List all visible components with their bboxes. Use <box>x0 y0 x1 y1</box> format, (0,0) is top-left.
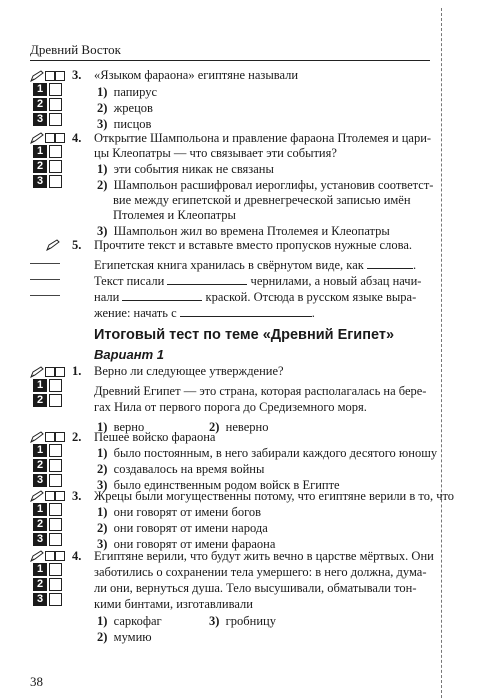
question-text: ли они, вернуться душа. Тело высушивали, обматывали тон- <box>94 581 417 595</box>
answer-option-3[interactable]: 3 <box>33 175 63 188</box>
answer-option-3[interactable]: 3 <box>33 533 63 546</box>
check-square[interactable] <box>55 432 65 442</box>
pencil-icon <box>30 550 44 562</box>
check-square[interactable] <box>55 551 65 561</box>
question-number: 3. <box>72 489 82 503</box>
answer-option-1[interactable]: 1 <box>33 83 63 96</box>
answer-option-1[interactable]: 1 <box>33 145 63 158</box>
answer-option-1[interactable]: 1 <box>33 503 63 516</box>
answer-option-2[interactable]: 2 <box>33 578 63 591</box>
answer-option-2[interactable]: 2 <box>33 459 63 472</box>
answer-cell[interactable] <box>49 503 62 516</box>
statement-text: гах Нила от первого порога до Средиземного моря. <box>94 400 367 414</box>
variant-label: Вариант 1 <box>94 347 164 362</box>
answer-cell[interactable] <box>49 145 62 158</box>
answer-option-3[interactable]: 3 <box>33 474 63 487</box>
option: 1) эти события никак не связаны <box>97 162 274 176</box>
blank-field[interactable] <box>367 256 413 269</box>
option: 1) папирус <box>97 85 158 99</box>
question-text: Жрецы были могущественны потому, что египтяне верили в то, что <box>94 489 455 503</box>
answer-cell[interactable] <box>49 593 62 606</box>
option: 3) писцов <box>97 117 152 131</box>
blank-field[interactable] <box>180 304 312 317</box>
answer-cell[interactable] <box>49 83 62 96</box>
question-number: 4. <box>72 131 82 145</box>
answer-cell[interactable] <box>49 175 62 188</box>
test-title: Итоговый тест по теме «Древний Египет» <box>94 327 395 343</box>
option: 3) гробницу <box>209 614 276 628</box>
pencil-icon <box>46 239 60 251</box>
option: 2) мумию <box>97 630 152 644</box>
answer-cell[interactable] <box>49 113 62 126</box>
question-text: Пешее войско фараона <box>94 430 216 444</box>
option: 2) они говорят от имени народа <box>97 521 268 535</box>
check-square[interactable] <box>45 133 55 143</box>
answer-cell[interactable] <box>49 459 62 472</box>
question-text: Египтяне верили, что будут жить вечно в царстве мёртвых. Они <box>94 549 434 563</box>
option: 2) неверно <box>209 420 269 434</box>
fill-text-line: нали краской. Отсюда в русском языке выра- <box>94 290 417 304</box>
answer-cell[interactable] <box>49 533 62 546</box>
check-square[interactable] <box>55 491 65 501</box>
answer-cell[interactable] <box>49 518 62 531</box>
question-text: цы Клеопатры — что связывает эти события? <box>94 146 337 160</box>
question-text: заботились о сохранении тела умершего: в него должна, дума- <box>94 565 427 579</box>
option: 1) саркофаг <box>97 614 162 628</box>
fill-text-line: жение: начать с . <box>94 306 315 320</box>
header-rule <box>30 60 430 61</box>
answer-cell[interactable] <box>49 563 62 576</box>
question-text: Прочтите текст и вставьте вместо пропусков нужные слова. <box>94 238 412 252</box>
answer-cell[interactable] <box>49 160 62 173</box>
check-square[interactable] <box>45 551 55 561</box>
answer-option-2[interactable]: 2 <box>33 394 63 407</box>
answer-cell[interactable] <box>49 394 62 407</box>
option: 3) они говорят от имени фараона <box>97 537 276 551</box>
section-header: Древний Восток <box>30 42 121 57</box>
check-square[interactable] <box>45 432 55 442</box>
option-continuation: вие между египетской и древнегреческой записью имён <box>113 193 411 207</box>
question-number: 5. <box>72 238 82 252</box>
answer-line[interactable] <box>30 295 60 296</box>
check-square[interactable] <box>55 133 65 143</box>
pencil-icon <box>30 490 44 502</box>
check-square[interactable] <box>55 367 65 377</box>
check-square[interactable] <box>45 71 55 81</box>
page-number: 38 <box>30 674 43 689</box>
question-text: Верно ли следующее утверждение? <box>94 364 284 378</box>
pencil-icon <box>30 132 44 144</box>
answer-line[interactable] <box>30 279 60 280</box>
answer-option-3[interactable]: 3 <box>33 593 63 606</box>
check-square[interactable] <box>45 491 55 501</box>
question-number: 2. <box>72 430 82 444</box>
blank-field[interactable] <box>167 272 247 285</box>
option: 1) было постоянным, в него забирали каждого десятого юношу <box>97 446 438 460</box>
pencil-icon <box>30 366 44 378</box>
pencil-icon <box>30 70 44 82</box>
answer-option-3[interactable]: 3 <box>33 113 63 126</box>
statement-text: Древний Египет — это страна, которая располагалась на бере- <box>94 384 427 398</box>
pencil-icon <box>30 431 44 443</box>
fill-text-line: Египетская книга хранилась в свёрнутом виде, как . <box>94 258 417 272</box>
option: 1) они говорят от имени богов <box>97 505 262 519</box>
answer-line[interactable] <box>30 263 60 264</box>
answer-cell[interactable] <box>49 474 62 487</box>
option: 2) жрецов <box>97 101 153 115</box>
question-text: кими бинтами, изготавливали <box>94 597 253 611</box>
question-number: 1. <box>72 364 82 378</box>
option: 3) было единственным родом войск в Египте <box>97 478 340 492</box>
check-square[interactable] <box>45 367 55 377</box>
option: 2) Шампольон расшифровал иероглифы, установив соответст- <box>97 178 434 192</box>
answer-option-1[interactable]: 1 <box>33 379 63 392</box>
question-number: 3. <box>72 68 82 82</box>
answer-option-1[interactable]: 1 <box>33 563 63 576</box>
question-text: Открытие Шампольона и правление фараона Птолемея и цари- <box>94 131 432 145</box>
answer-option-2[interactable]: 2 <box>33 518 63 531</box>
answer-cell[interactable] <box>49 578 62 591</box>
option: 2) создавалось на время войны <box>97 462 265 476</box>
answer-option-1[interactable]: 1 <box>33 444 63 457</box>
answer-cell[interactable] <box>49 444 62 457</box>
answer-cell[interactable] <box>49 98 62 111</box>
answer-option-2[interactable]: 2 <box>33 98 63 111</box>
fill-text-line: Текст писали чернилами, а новый абзац начи- <box>94 274 422 288</box>
option: 1) верно <box>97 420 145 434</box>
question-number: 4. <box>72 549 82 563</box>
check-square[interactable] <box>55 71 65 81</box>
question-text: «Языком фараона» египтяне называли <box>94 68 299 82</box>
answer-option-2[interactable]: 2 <box>33 160 63 173</box>
option: 3) Шампольон жил во времена Птолемея и Клеопатры <box>97 224 390 238</box>
blank-field[interactable] <box>122 288 202 301</box>
margin-cut-line <box>441 8 442 698</box>
answer-cell[interactable] <box>49 379 62 392</box>
option-continuation: Птолемея и Клеопатры <box>113 208 236 222</box>
